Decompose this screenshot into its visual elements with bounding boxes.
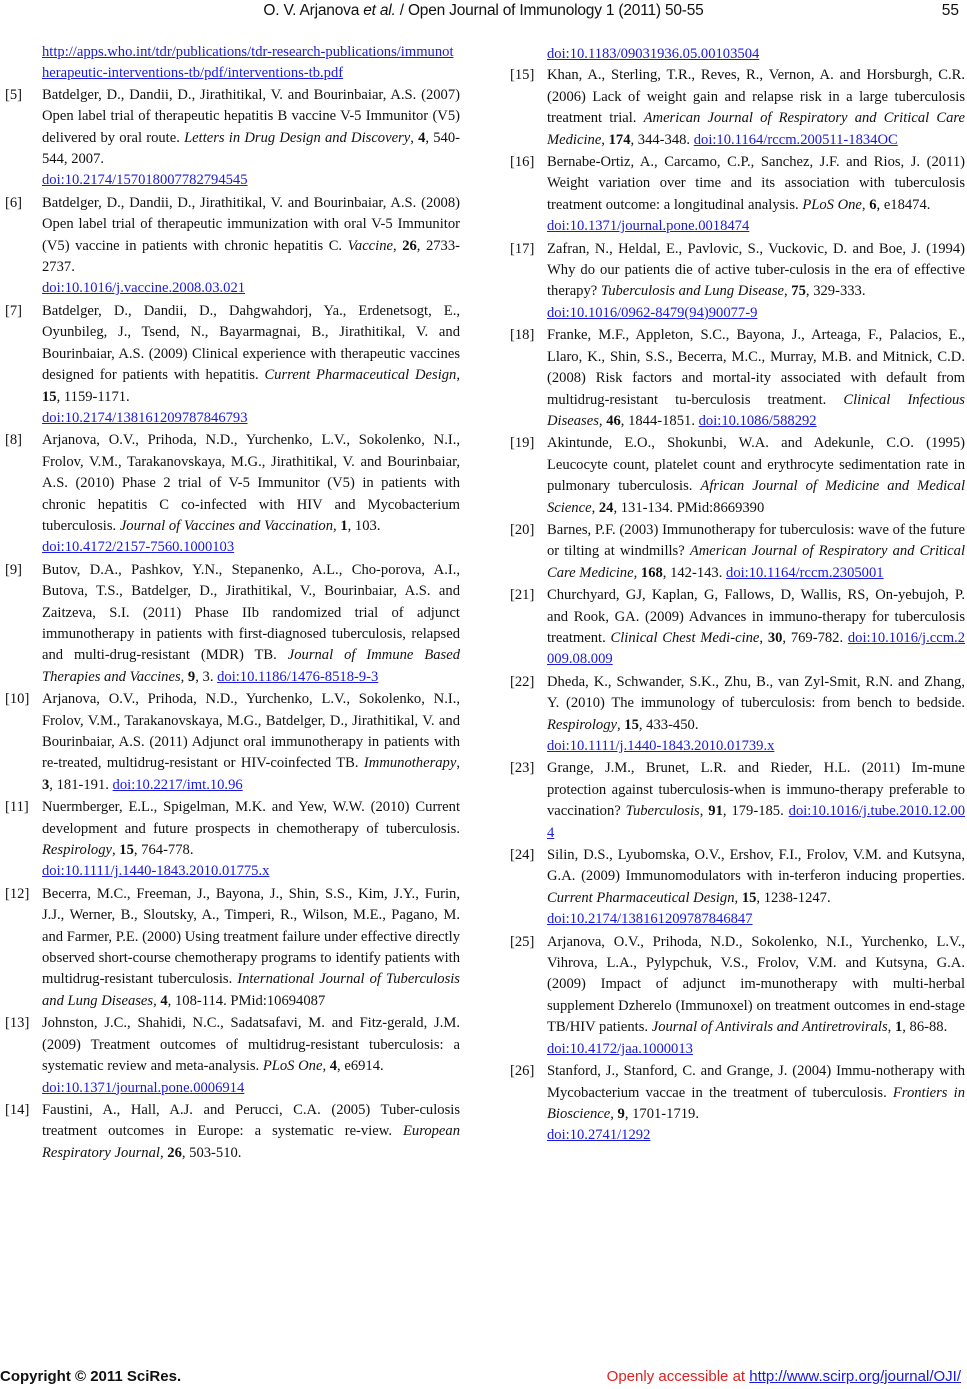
volume: 91 — [708, 803, 723, 820]
reference-item — [510, 65, 965, 151]
journal-title: International Journal of Tuberculosis and Lung Diseases — [42, 971, 460, 1009]
reference-item — [510, 520, 965, 584]
reference-item — [510, 239, 965, 325]
volume: 24 — [598, 499, 614, 516]
reference-text: Bernabe-Ortiz, A., Carcamo, C.P., Sanchez, J.F. and Rios, J. (2011) Weight variation over time and its association with tuberculosis treatment outcome: a longitudinal analysis. — [547, 154, 965, 213]
reference-text: Silin, D.S., Lyubomska, O.V., Ershov, F.I., Frolov, V.M. and Kutsyna, G.A. (2009) Immunomodulators with in-terferon inducing properties. — [547, 847, 965, 885]
reference-item — [5, 797, 460, 883]
reference-item — [510, 585, 965, 671]
reference-text: , — [111, 842, 120, 859]
journal-title: Current Pharmaceutical Design — [264, 367, 457, 384]
reference-item — [5, 85, 460, 192]
doi-link[interactable]: doi:10.1016/j.vaccine.2008.03.021 — [42, 280, 246, 297]
journal-title: PLoS One — [802, 196, 862, 213]
header-et-al: et al. — [363, 2, 396, 19]
volume: 3 — [42, 776, 50, 793]
reference-text: , e18474. — [876, 196, 931, 213]
reference-text: , — [601, 131, 609, 148]
continuation — [5, 42, 460, 85]
reference-text: , 103. — [347, 517, 381, 534]
reference-text: , 540-544, 2007. — [42, 129, 460, 168]
reference-text: , — [734, 889, 742, 906]
doi-link[interactable]: doi:10.4172/jaa.1000013 — [547, 1040, 693, 1057]
journal-title: Tuberculosis — [625, 803, 700, 820]
reference-number: [13] — [5, 1015, 30, 1032]
doi-link[interactable]: doi:10.1111/j.1440-1843.2010.01739.x — [547, 738, 775, 754]
journal-title: African Journal of Medicine and Medical Science — [547, 478, 965, 516]
volume: 4 — [329, 1058, 338, 1075]
reference-number: [25] — [510, 933, 535, 950]
reference-item — [5, 1013, 460, 1099]
reference-text: , 1844-1851. — [620, 412, 699, 429]
reference-item — [510, 672, 965, 758]
continuation — [510, 44, 965, 65]
reference-text: , — [598, 412, 607, 429]
reference-text: Khan, A., Sterling, T.R., Reves, R., Vernon, A. and Horsburgh, C.R. (2006) Lack of weight gain and relapse risk in a large tuberculosis treatment trial. — [547, 67, 965, 127]
reference-text: , — [759, 629, 768, 646]
reference-text: Faustini, A., Hall, A.J. and Perucci, C.A. (2005) Tuber-culosis treatment outcomes in Europe: a systematic re-view. — [42, 1101, 460, 1140]
reference-number: [26] — [510, 1063, 535, 1080]
journal-title: Clinical Infectious Diseases — [547, 391, 965, 429]
reference-text: , 433-450. — [638, 716, 699, 733]
reference-number: [20] — [510, 521, 535, 538]
page-number: 55 — [941, 2, 959, 19]
reference-number: [24] — [510, 847, 535, 864]
volume: 26 — [167, 1144, 182, 1161]
reference-text: , — [887, 1019, 895, 1036]
journal-title: Respirology — [547, 716, 617, 733]
reference-number: [12] — [5, 885, 30, 902]
doi-link[interactable]: doi:10.1016/0962-8479(94)90077-9 — [547, 304, 758, 321]
doi-link[interactable]: doi:10.1086/588292 — [698, 412, 817, 429]
reference-number: [10] — [5, 691, 30, 708]
doi-link[interactable]: doi:10.1164/rccm.2305001 — [726, 564, 884, 581]
reference-text: Nuermberger, E.L., Spigelman, M.K. and Yew, W.W. (2010) Current development and future prospects in chemotherapy of tuberculosis. — [42, 799, 460, 837]
reference-text: , — [861, 196, 870, 213]
reference-text: Arjanova, O.V., Prihoda, N.D., Sokolenko, N.I., Yurchenko, L.V., Vihrova, L.A., Pylypchuk, V.S., Frolov, V.M. and Kutsyna, G.A. (2009) Impact of adjunct im-munotherapy with multi-herbal supplement Dzherelo (Immunoxel) on treatment outcomes in end-stage TB/HIV patients. — [547, 933, 965, 1036]
reference-text: , 1701-1719. — [624, 1105, 699, 1122]
reference-number: [9] — [5, 561, 23, 578]
journal-title: Clinical Chest Medi-cine — [610, 629, 760, 646]
doi-link[interactable]: doi:10.1016/j.ccm.2009.08.009 — [547, 629, 966, 668]
reference-item — [510, 932, 965, 1060]
journal-title: Letters in Drug Design and Discovery — [184, 129, 411, 146]
doi-link[interactable]: doi:10.1186/1476-8518-9-3 — [217, 668, 379, 685]
reference-item — [5, 193, 460, 300]
doi-link[interactable]: doi:10.1016/j.tube.2010.12.004 — [547, 803, 965, 841]
volume: 9 — [187, 668, 196, 685]
reference-text: , — [153, 992, 161, 1009]
reference-text: , 329-333. — [805, 283, 866, 300]
reference-item — [5, 1100, 460, 1164]
right-column — [510, 44, 965, 1148]
volume: 174 — [608, 131, 631, 148]
volume: 1 — [894, 1019, 903, 1036]
reference-number: [23] — [510, 760, 535, 777]
reference-text: , 179-185. — [722, 803, 789, 820]
reference-text: Zafran, N., Heldal, E., Pavlovic, S., Vuckovic, D. and Boe, J. (1994) Why do our patients die of active tuber-culosis in the era of effective therapy? — [547, 240, 965, 300]
doi-link[interactable]: doi:10.2217/imt.10.96 — [112, 776, 243, 793]
reference-item — [510, 758, 965, 844]
volume: 1 — [340, 517, 348, 534]
volume: 46 — [606, 412, 621, 429]
reference-text: Butov, D.A., Pashkov, Y.N., Stepanenko, A.L., Cho-porova, A.I., Butova, T.S., Batdelger, D., Jirathitikal, V., Bourinbaiar, A.S. and Zaitzeva, S.I. (2011) Phase IIb randomized trial of adjunct immunotherapy in patients with first-diagnosed tuberculosis, relapsed and multi-drug-resistant (MDR) TB. — [42, 561, 460, 664]
volume: 30 — [767, 629, 783, 646]
reference-item — [510, 152, 965, 238]
reference-number: [5] — [5, 86, 23, 103]
volume: 15 — [119, 842, 134, 859]
reference-text: Franke, M.F., Appleton, S.C., Bayona, J., Arteaga, F., Palacios, E., Llaro, K., Shin, S.S., Becerra, M.C., Murray, M.B. and Mitnick, C.D. (2008) Risk factors and mortal-ity associated with default from multidrug-resistant tu-berculosis treatment. — [547, 327, 965, 408]
volume: 4 — [418, 129, 426, 146]
copyright: Copyright © 2011 SciRes. — [0, 1368, 182, 1385]
reference-text: Arjanova, O.V., Prihoda, N.D., Yurchenko, L.V., Sokolenko, N.I., Frolov, V.M., Tarakanovskaya, M.G., Batdelger, D., Jirathitikal, V. and Bourinbaiar, A.S. (2011) Adjunct oral immunotherapy in patients with re-treated, multidrug-resistant or HIV-coinfected TB. — [42, 691, 460, 772]
reference-text: , — [616, 716, 625, 733]
reference-text: Johnston, J.C., Shahidi, N.C., Sadatsafavi, M. and Fitz-gerald, J.M. (2009) Treatment outcomes of multidrug-resistant tuberculosis: a systematic review and meta-analysis. — [42, 1015, 460, 1075]
volume: 9 — [617, 1105, 625, 1122]
reference-text: Arjanova, O.V., Prihoda, N.D., Yurchenko, L.V., Sokolenko, N.I., Frolov, V.M., Tarakanovskaya, M.G., Jirathitikal, V. and Bourinbaiar, A.S. (2010) Phase 2 trial of V-5 Immunitor (V5) in patients with chronic hepatitis C co-infected with HIV and Mycobacterium tuberculosis. — [42, 432, 460, 534]
journal-title: Journal of Antivirals and Antiretrovirals — [651, 1019, 888, 1036]
reference-text: , 764-778. — [133, 842, 194, 859]
journal-title: Vaccine — [347, 237, 393, 254]
doi-link[interactable]: doi:10.2741/1292 — [547, 1127, 651, 1144]
journal-title: Journal of Immune Based Therapies and Vaccines — [42, 647, 460, 685]
reference-text: , — [610, 1105, 618, 1122]
volume: 168 — [640, 564, 663, 581]
doi-link[interactable]: doi:10.1111/j.1440-1843.2010.01775.x — [42, 863, 270, 880]
doi-link[interactable]: doi:10.1371/journal.pone.0018474 — [547, 218, 750, 235]
reference-number: [22] — [510, 673, 535, 690]
journal-title: Frontiers in Bioscience — [547, 1084, 966, 1122]
reference-text: Dheda, K., Schwander, S.K., Zhu, B., van Zyl-Smit, R.N. and Zhang, Y. (2010) The immunology of tuberculosis: from bench to bedside. — [547, 673, 965, 712]
reference-text: Barnes, P.F. (2003) Immunotherapy for tuberculosis: wave of the future or tilting at windmills? — [547, 521, 965, 560]
doi-link[interactable]: doi:10.2174/138161209787846793 — [42, 409, 248, 426]
reference-item — [5, 689, 460, 796]
reference-text: , — [410, 129, 419, 146]
reference-number: [14] — [5, 1101, 30, 1118]
reference-text: , — [333, 517, 341, 534]
reference-text: , 86-88. — [902, 1019, 948, 1036]
reference-text: , — [456, 755, 460, 772]
reference-number: [18] — [510, 327, 535, 344]
left-column — [5, 42, 460, 1165]
reference-item — [5, 560, 460, 688]
reference-number: [15] — [510, 67, 535, 84]
volume: 15 — [624, 716, 639, 733]
reference-text: , 142-143. — [662, 564, 727, 581]
reference-item — [510, 433, 965, 519]
reference-text: Becerra, M.C., Freeman, J., Bayona, J., Shin, S.S., Kim, J.Y., Furin, J.J., Werner, B., Sloutsky, A., Timperi, R., Wilson, M.E., Pagano, M. and Farmer, P.E. (2000) Using treatment failure under effective directly observed short-course chemotherapy programs to identify patients with multidrug-resistant tuberculosis. — [42, 885, 460, 988]
reference-item — [510, 845, 965, 931]
reference-number: [21] — [510, 587, 535, 604]
journal-title: European Respiratory Journal — [42, 1123, 460, 1161]
reference-text: Batdelger, D., Dandii, D., Dahgwahdorj, Ya., Erdenetsogt, E., Oyunbileg, J., Tsend, N., Bayarmagnai, B., Jirathitikal, V. and Bourinbaiar, A.S. (2009) Clinical experience with therapeutic vaccines designed for patients with hepatitis. — [42, 302, 460, 384]
reference-text: , — [699, 803, 709, 820]
doi-link[interactable]: doi:10.1183/09031936.05.00103504 — [547, 46, 760, 62]
reference-list — [5, 85, 460, 1164]
reference-number: [7] — [5, 302, 23, 319]
reference-item — [510, 1061, 965, 1147]
reference-text: , 3. — [195, 668, 218, 685]
reference-text: , — [456, 367, 460, 384]
reference-text: Batdelger, D., Dandii, D., Jirathitikal, V. and Bourinbaiar, A.S. (2008) Open label trial of therapeutic immunization with oral V-5 Immunitor (V5) vaccine in patients with chronic hepatitis C. — [42, 194, 460, 254]
access-note — [607, 1368, 961, 1385]
doi-link[interactable]: doi:10.1371/journal.pone.0006914 — [42, 1079, 245, 1096]
reference-number: [6] — [5, 194, 23, 211]
reference-text: , — [393, 237, 403, 254]
doi-link[interactable]: doi:10.4172/2157-7560.1000103 — [42, 539, 235, 556]
doi-link[interactable]: doi:10.2174/157018007782794545 — [42, 172, 248, 189]
reference-text: , — [322, 1058, 330, 1075]
volume: 15 — [741, 889, 757, 906]
doi-link[interactable]: http://apps.who.int/tdr/publications/tdr-research-publications/immunotherapeutic-interventions-tb/pdf/interventions-tb.pdf — [42, 44, 454, 82]
volume: 26 — [402, 237, 417, 254]
reference-text: Stanford, J., Stanford, C. and Grange, J. (2004) Immu-notherapy with Mycobacterium vaccae in the treatment of tuberculosis. — [547, 1063, 965, 1101]
reference-text: , 108-114. PMid:10694087 — [167, 992, 326, 1009]
reference-number: [17] — [510, 240, 535, 257]
reference-item — [5, 301, 460, 429]
doi-link[interactable]: doi:10.1164/rccm.200511-1834OC — [693, 131, 898, 148]
journal-title: Tuberculosis and Lung Disease — [600, 283, 784, 300]
reference-text: Akintunde, E.O., Shokunbi, W.A. and Adekunle, C.O. (1995) Leucocyte count, platelet count and erythrocyte sedimentation rate in pulmonary tuberculosis. — [547, 435, 965, 495]
reference-text: , 344-348. — [630, 131, 694, 148]
reference-text: , 1238-1247. — [756, 889, 831, 906]
header-authors: O. V. Arjanova — [263, 2, 364, 19]
reference-number: [19] — [510, 435, 535, 452]
journal-title: Immunotherapy — [363, 755, 457, 772]
journal-title: Current Pharmaceutical Design — [547, 889, 735, 906]
reference-text: , e6914. — [337, 1058, 384, 1075]
reference-text: , — [180, 668, 188, 685]
journal-title: PLoS One — [262, 1058, 323, 1075]
reference-text: , 2733-2737. — [42, 237, 461, 276]
reference-text: , 503-510. — [181, 1144, 242, 1161]
reference-text: , — [159, 1144, 168, 1161]
reference-number: [11] — [5, 799, 29, 816]
reference-text: , — [784, 283, 792, 300]
reference-text: Churchyard, GJ, Kaplan, G, Fallows, D, Wallis, RS, On-yebujoh, P. and Rook, GA. (2009) Advances in immuno-therapy for tuberculosis treatment. — [547, 587, 965, 646]
reference-text: , 131-134. PMid:8669390 — [613, 499, 765, 516]
volume: 15 — [42, 388, 57, 405]
journal-title: American Journal of Respiratory and Critical Care Medicine — [547, 110, 965, 148]
volume: 75 — [791, 283, 806, 300]
reference-text: , — [591, 499, 599, 516]
journal-link[interactable]: http://www.scirp.org/journal/OJI/ — [749, 1368, 961, 1385]
running-header — [0, 2, 967, 20]
doi-link[interactable]: doi:10.2174/138161209787846847 — [547, 911, 753, 928]
reference-item — [5, 430, 460, 558]
volume: 6 — [869, 196, 877, 213]
reference-list — [510, 65, 965, 1146]
reference-text: , — [633, 564, 641, 581]
reference-number: [16] — [510, 154, 535, 171]
reference-item — [510, 325, 965, 432]
reference-text: Grange, J.M., Brunet, L.R. and Rieder, H.L. (2011) Im-mune protection against tuberculosis-when is immuno-therapy preferable to vaccination? — [547, 760, 965, 820]
access-label: Openly accessible at — [606, 1368, 750, 1385]
journal-title: American Journal of Respiratory and Critical Care Medicine — [547, 543, 965, 581]
reference-text: , 181-191. — [49, 776, 113, 793]
reference-number: [8] — [5, 432, 23, 449]
reference-text: , 769-782. — [782, 629, 848, 646]
reference-item — [5, 884, 460, 1012]
reference-text: Batdelger, D., Dandii, D., Jirathitikal, V. and Bourinbaiar, A.S. (2007) Open label trial of therapeutic hepatitis B vaccine V-5 Immunitor (V5) delivered by oral route. — [42, 86, 460, 146]
reference-text: , 1159-1171. — [56, 388, 130, 405]
header-journal: / Open Journal of Immunology 1 (2011) 50-55 — [395, 2, 704, 19]
journal-title: Journal of Vaccines and Vaccination — [119, 517, 334, 534]
journal-title: Respirology — [42, 842, 112, 859]
volume: 4 — [160, 992, 168, 1009]
